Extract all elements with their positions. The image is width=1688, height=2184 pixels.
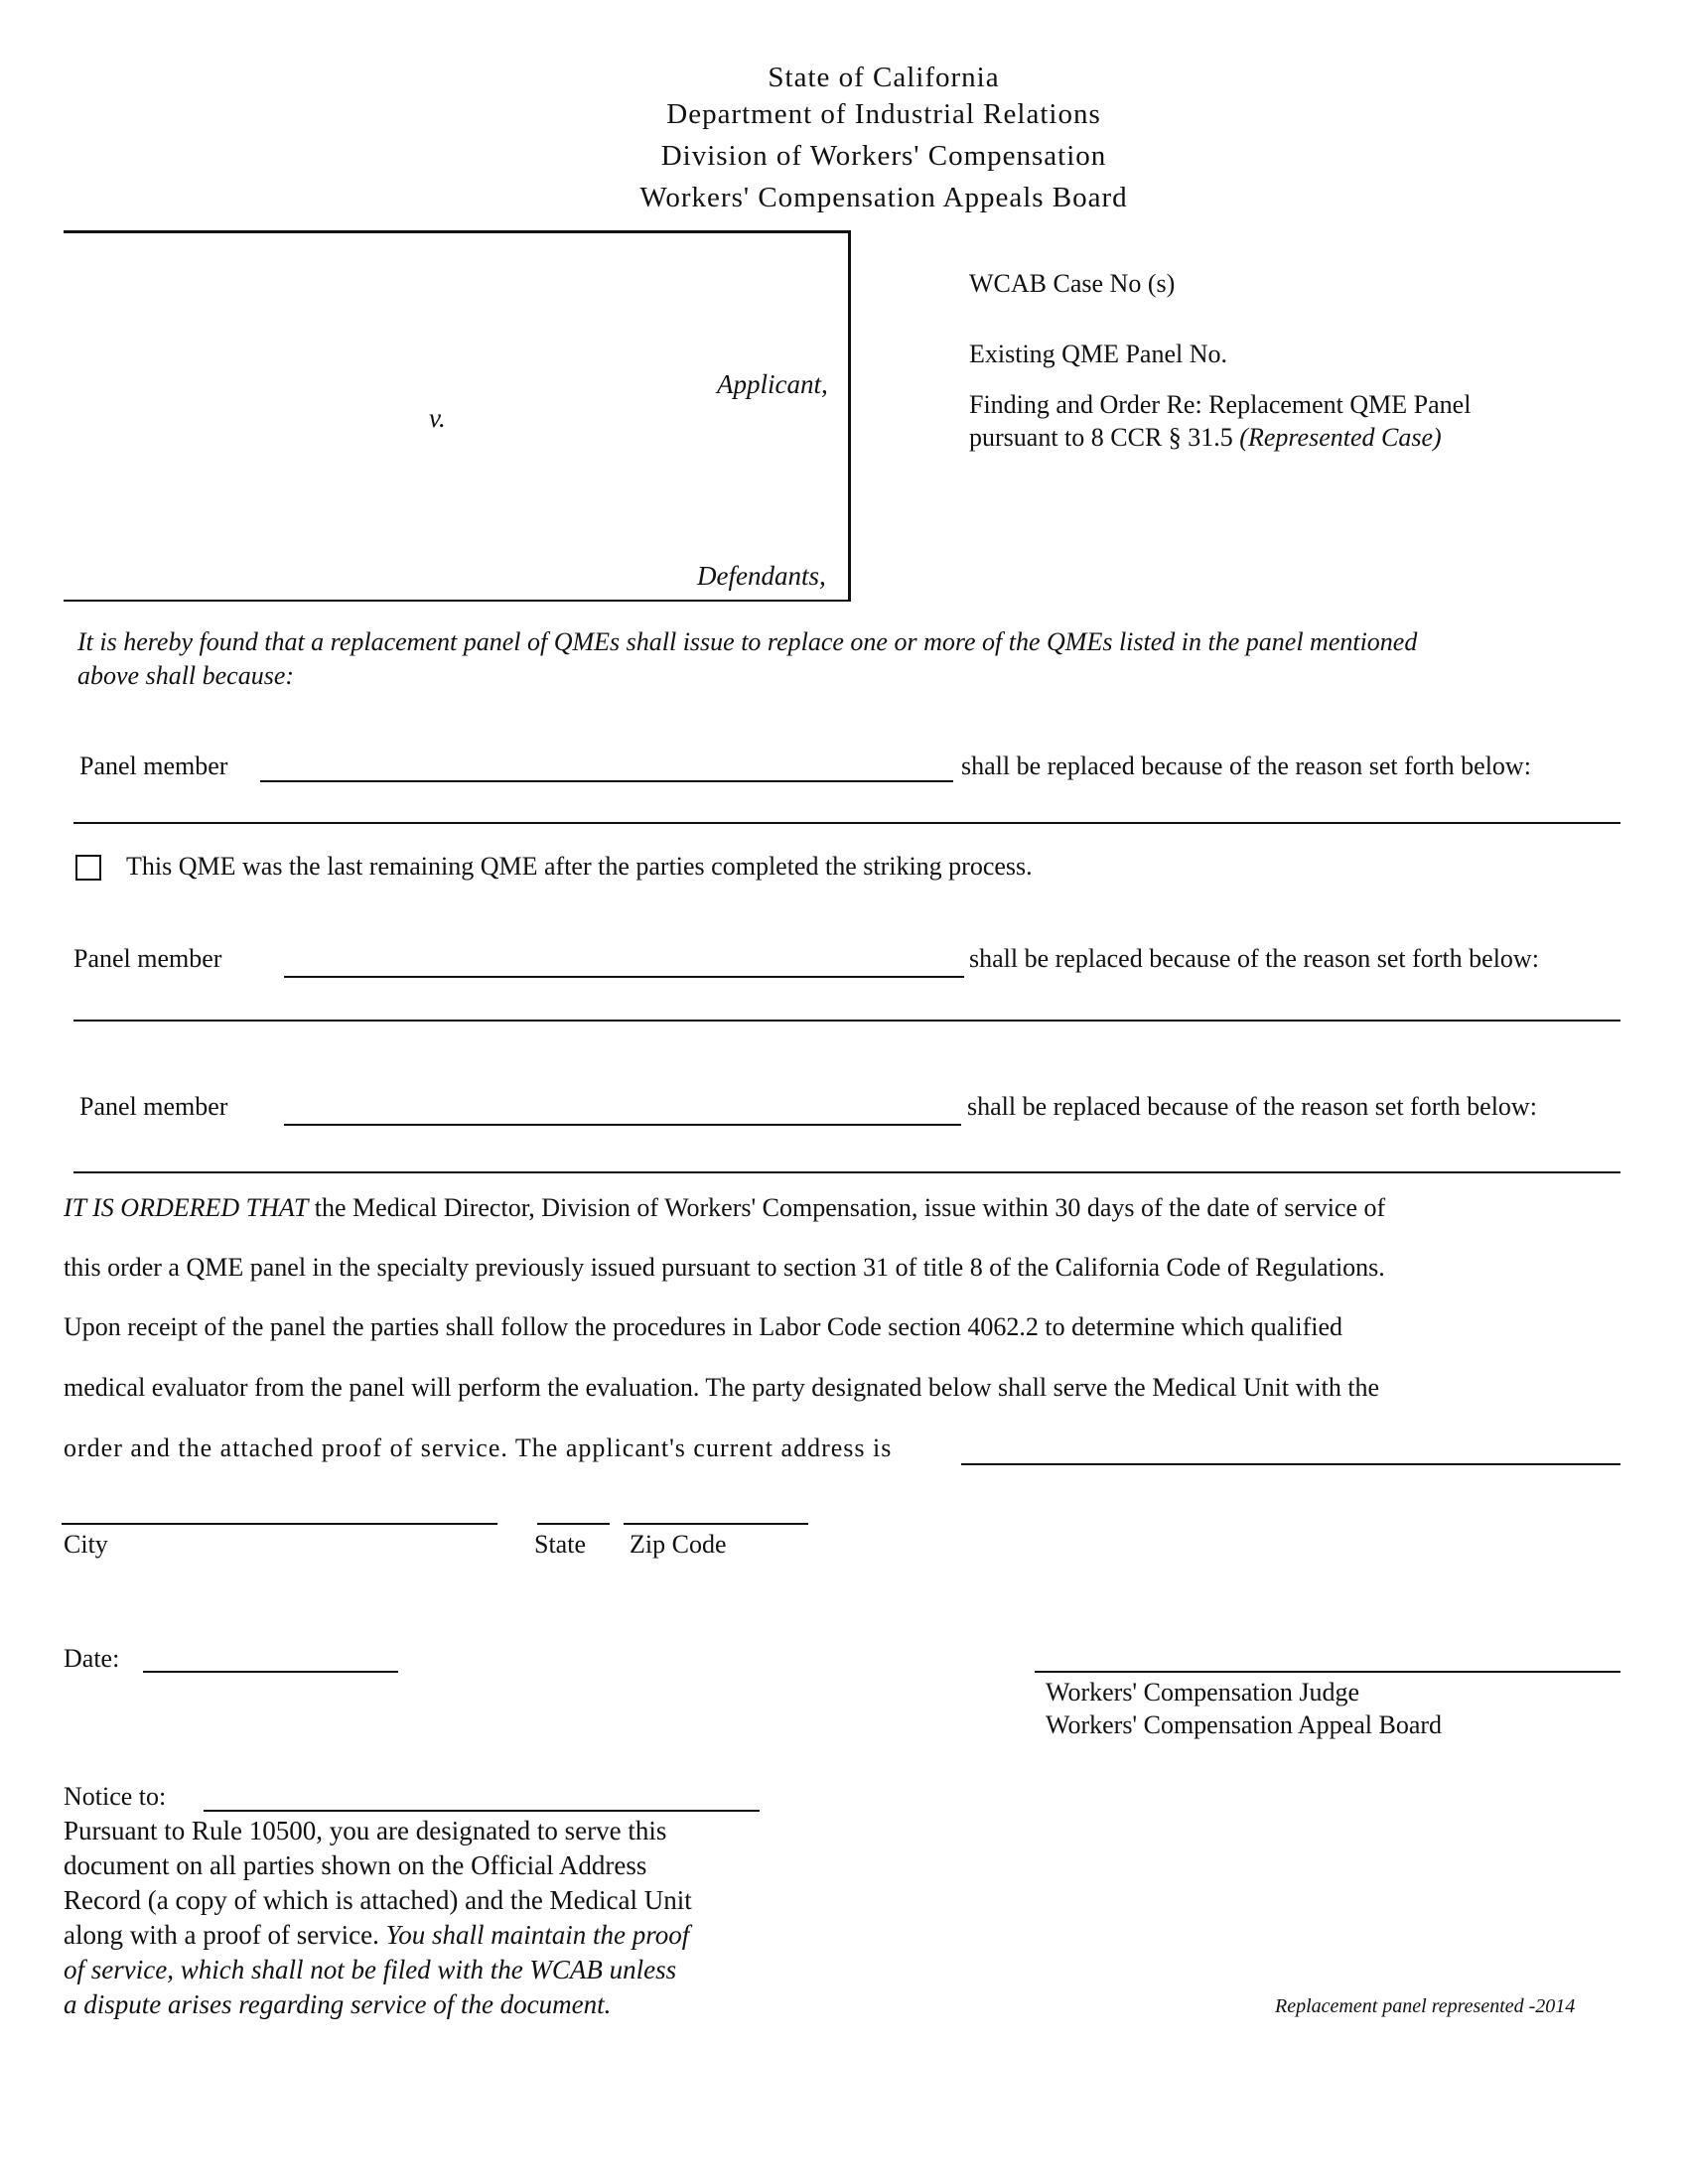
notice-text-line4: along with a proof of service. You shall maintain the proof xyxy=(64,1920,690,1950)
reason-1-field[interactable] xyxy=(73,794,1620,824)
judge-title: Workers' Compensation Judge xyxy=(1046,1678,1359,1706)
reason-2-field[interactable] xyxy=(73,992,1620,1022)
order-line1: IT IS ORDERED THAT the Medical Director, Division of Workers' Compensation, issue within 30 days of the date of service of xyxy=(64,1193,1386,1222)
date-field[interactable] xyxy=(143,1643,398,1673)
order-line5: order and the attached proof of service. The applicant's current address is xyxy=(64,1433,893,1462)
header-division: Division of Workers' Compensation xyxy=(660,140,1107,172)
zip-code-label: Zip Code xyxy=(630,1530,727,1559)
panel-member-1-field[interactable] xyxy=(260,752,953,782)
notice-text-line2: document on all parties shown on the Official Address xyxy=(64,1850,647,1880)
last-remaining-qme-checkbox[interactable] xyxy=(75,855,101,881)
header-board: Workers' Compensation Appeals Board xyxy=(639,182,1128,213)
caption-top-border xyxy=(64,230,851,233)
defendants-label: Defendants, xyxy=(697,561,826,591)
form-title-line1: Finding and Order Re: Replacement QME Panel xyxy=(969,390,1472,419)
header-state: State of California xyxy=(768,62,1000,93)
order-line3: Upon receipt of the panel the parties shall follow the procedures in Labor Code section 4062.2 to determine which qualified xyxy=(64,1312,1343,1341)
finding-line1: It is hereby found that a replacement panel of QMEs shall issue to replace one or more of the QMEs listed in the panel mentioned xyxy=(77,627,1418,656)
case-number-label: WCAB Case No (s) xyxy=(969,269,1176,298)
header-department: Department of Industrial Relations xyxy=(666,98,1101,130)
finding-line2: above shall because: xyxy=(77,661,295,690)
panel-member-3-field[interactable] xyxy=(284,1096,961,1126)
applicant-label: Applicant, xyxy=(717,369,828,399)
notice-label: Notice to: xyxy=(64,1782,167,1811)
applicant-address-field[interactable] xyxy=(961,1433,1620,1465)
form-title-line2: pursuant to 8 CCR § 31.5 (Represented Case) xyxy=(969,423,1442,452)
panel-member-reason-text: shall be replaced because of the reason set forth below: xyxy=(967,1092,1537,1121)
panel-member-2-field[interactable] xyxy=(284,948,964,978)
form-identifier: Replacement panel represented -2014 xyxy=(1275,1995,1576,2017)
caption-right-border xyxy=(848,230,851,602)
state-field[interactable] xyxy=(537,1495,610,1525)
notice-text-line3: Record (a copy of which is attached) and the Medical Unit xyxy=(64,1885,692,1915)
city-field[interactable] xyxy=(62,1495,497,1525)
versus-label: v. xyxy=(429,403,446,433)
judge-signature-line[interactable] xyxy=(1035,1643,1620,1673)
date-label: Date: xyxy=(64,1644,120,1673)
judge-board: Workers' Compensation Appeal Board xyxy=(1046,1710,1443,1739)
notice-to-field[interactable] xyxy=(204,1782,760,1812)
panel-member-label: Panel member xyxy=(79,751,228,780)
state-label: State xyxy=(534,1530,586,1559)
qme-panel-number-label: Existing QME Panel No. xyxy=(969,340,1227,368)
panel-member-reason-text: shall be replaced because of the reason set forth below: xyxy=(969,944,1539,973)
notice-text-line1: Pursuant to Rule 10500, you are designated to serve this xyxy=(64,1816,667,1845)
panel-member-label: Panel member xyxy=(73,944,222,973)
panel-member-reason-text: shall be replaced because of the reason set forth below: xyxy=(961,751,1531,780)
caption-bottom-border xyxy=(64,600,851,602)
panel-member-label: Panel member xyxy=(79,1092,228,1121)
city-label: City xyxy=(64,1530,108,1559)
checkbox-label: This QME was the last remaining QME after the parties completed the striking process. xyxy=(126,852,1033,881)
zip-code-field[interactable] xyxy=(624,1495,808,1525)
order-line4: medical evaluator from the panel will perform the evaluation. The party designated below shall serve the Medical Unit with the xyxy=(64,1373,1380,1402)
reason-3-field[interactable] xyxy=(73,1144,1620,1173)
order-line2: this order a QME panel in the specialty previously issued pursuant to section 31 of title 8 of the California Code of Regulations. xyxy=(64,1253,1385,1282)
notice-text-line5: of service, which shall not be filed with the WCAB unless xyxy=(64,1955,677,1984)
notice-text-line6: a dispute arises regarding service of the document. xyxy=(64,1989,612,2019)
